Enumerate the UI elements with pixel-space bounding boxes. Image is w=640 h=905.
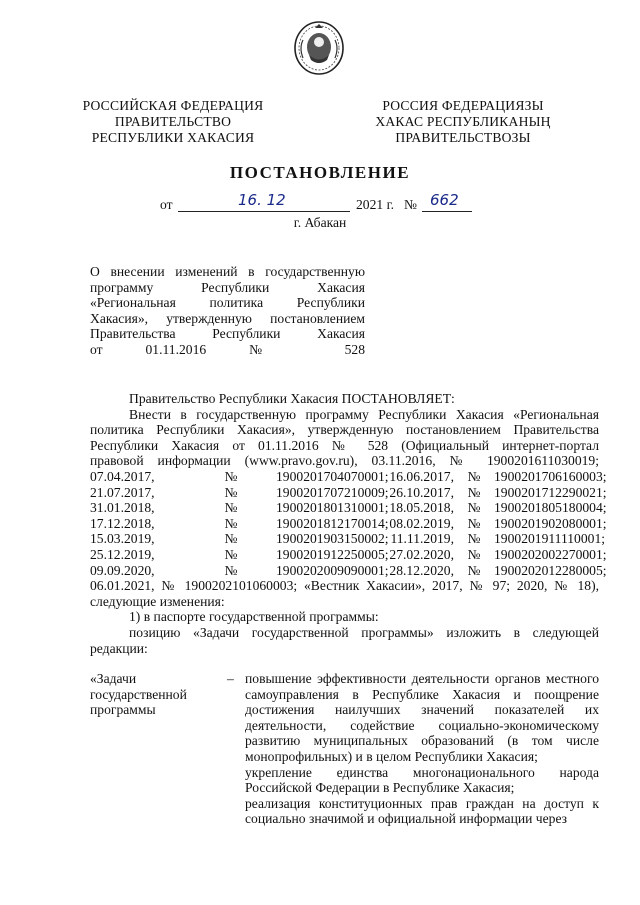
number-sign: № [404,197,417,212]
tasks-key-cell: «Задачи государственной программы [90,671,187,718]
registry-cell: 1900202012280005; [494,562,607,578]
subject-line-3: «Региональная политика Республики [90,295,365,311]
registry-cell: 1900201706160003; [494,468,607,484]
registry-cell: № [224,468,238,484]
position-line-1: позицию «Задачи государственной программы» изложить в следующей [129,624,599,640]
registry-cell: 17.12.2018, [90,515,155,531]
intro-line-4: правовой информации (www.pravo.gov.ru), 03.11.2016, № 1900201611030019; [90,453,599,469]
header-left-russian [78,98,268,146]
task-item-2: укрепление единства многонационального народа Российской Федерации в Республике Хакасия; [245,764,599,796]
registry-cell: 27.02.2020, [389,546,454,562]
handwritten-number: 662 [430,191,459,209]
registry-cell: 1900202002270001; [494,546,607,562]
header-left-line-2: ПРАВИТЕЛЬСТВО [114,114,232,129]
tasks-value-cell [245,671,599,827]
registry-cell: 1900201902080001; [494,515,607,531]
header-right-line-2: ХАКАС РЕСПУБЛИКАНЫҢ [375,114,551,129]
intro-line-1: Внести в государственную программу Республики Хакасия «Региональная [129,406,599,422]
registry-cell: 1900201801310001; [276,500,389,516]
resolves-paragraph: Правительство Республики Хакасия ПОСТАНОВЛЯЕТ: [129,391,455,406]
header-left-line-3: РЕСПУБЛИКИ ХАКАСИЯ [91,130,255,145]
registry-cell: 11.11.2019, [390,531,454,547]
position-line-2: редакции: [90,640,148,656]
registry-cell: № [467,468,481,484]
registry-cell: № [467,500,481,516]
header-right-line-3: ПРАВИТЕЛЬСТВОЗЫ [395,130,531,145]
subject-line-4: Хакасия», утвержденную постановлением [90,310,365,326]
date-prefix: от [160,197,173,212]
registry-cell: 26.10.2017, [389,484,454,500]
subject-line-2: программу Республики Хакасия [90,279,365,295]
registry-cell: 31.01.2018, [90,500,155,516]
registry-cell: № [224,531,238,547]
header-right-line-1: РОССИЯ ФЕДЕРАЦИЯЗЫ [382,98,544,113]
coat-of-arms-emblem [293,20,345,76]
registry-cell: 18.05.2018, [389,500,454,516]
registry-cell: № [224,515,238,531]
handwritten-date: 16. 12 [238,191,286,209]
document-body [90,391,607,656]
item-1-paragraph: 1) в паспорте государственной программы: [129,609,379,625]
registry-cell: 16.06.2017, [389,468,454,484]
registry-cell: № [467,562,481,578]
date-year: 2021 г. [356,197,395,212]
registry-cell: № [467,531,481,547]
intro-line-3: Республики Хакасия от 01.11.2016 № 528 (Официальный интернет-портал [90,437,599,453]
subject-line-5: Правительства Республики Хакасия [90,326,365,342]
registry-cell: № [224,484,238,500]
registry-cell: 25.12.2019, [90,546,155,562]
registry-cell: 28.12.2020, [389,562,454,578]
registry-cell: № [467,546,481,562]
registry-end-line-1: 06.01.2021, № 1900202101060003; «Вестник Хакасии», 2017, № 97; 2020, № 18), [90,578,599,594]
registry-cell: № [224,500,238,516]
registry-cell: 1900201712290021; [494,484,607,500]
document-type-title: ПОСТАНОВЛЕНИЕ [229,163,411,182]
registry-cell: 09.09.2020, [90,562,155,578]
subject-line-1: О внесении изменений в государственную [90,264,365,279]
registry-cell: 1900201911110001; [494,531,606,547]
date-number-line [150,191,490,215]
task-item-1: повышение эффективности деятельности органов местного самоуправления в Республике Хакасия и поощрение достижения наилучших значений показателей их деятельности, содействие социально-экономическому развитию муниципальных образований (в том числе монопрофильных) и в целом Республики Хакасия; [245,671,599,764]
city-name: г. Абакан [293,215,347,230]
registry-cell: 1900201812170014; [276,515,389,531]
registry-cell: № [467,484,481,500]
registry-cell: № [467,515,481,531]
registry-cell: 07.04.2017, [90,468,155,484]
document-subject [90,264,365,358]
subject-line-6: от 01.11.2016 № 528 [90,341,365,357]
registry-cell: 1900201903150002; [276,531,389,547]
registry-cell: 1900202009090001; [276,562,389,578]
registry-end-line-2: следующие изменения: [90,593,225,609]
registry-cell: 1900201912250005; [276,546,389,562]
registry-cell: № [224,546,238,562]
tasks-dash: – [227,671,234,686]
registry-cell: 1900201704070001; [276,468,389,484]
registry-cell: № [224,562,238,578]
header-right-khakas [368,98,558,146]
registry-cell: 15.03.2019, [90,531,155,547]
registry-cell: 08.02.2019, [389,515,454,531]
registry-table [90,468,607,578]
intro-line-2: политика Республики Хакасия», утвержденную постановлением Правительства [90,422,599,438]
registry-cell: 21.07.2017, [90,484,155,500]
registry-cell: 1900201805180004; [494,500,607,516]
registry-cell: 1900201707210009; [276,484,389,500]
header-left-line-1: РОССИЙСКАЯ ФЕДЕРАЦИЯ [82,98,264,113]
task-item-3: реализация конституционных прав граждан на доступ к социально значимой и официальной информации через [245,795,599,827]
